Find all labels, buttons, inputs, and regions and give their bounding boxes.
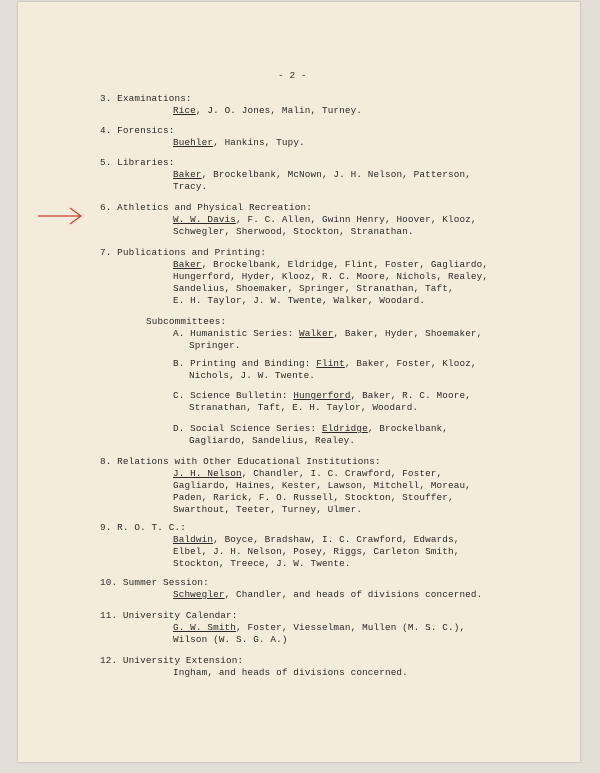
committee-chair: Buehler (173, 137, 214, 148)
committee-members: W. W. Davis, F. C. Allen, Gwinn Henry, Hoover, Klooz, Schwegler, Sherwood, Stockton, Stranathan. (173, 214, 477, 237)
committee-heading: 12. University Extension: (100, 655, 244, 666)
committee-item (100, 522, 570, 570)
committee-item (100, 456, 570, 516)
committee-members: Rice, J. O. Jones, Malin, Turney. (173, 105, 363, 116)
subcommittee-item: A. Humanistic Series: Walker, Baker, Hyder, Shoemaker, Springer. (173, 328, 483, 351)
committee-chair: Baker (173, 169, 202, 180)
committee-chair: Schwegler (173, 589, 225, 600)
committee-heading: 8. Relations with Other Educational Institutions: (100, 456, 381, 467)
committee-heading: 3. Examinations: (100, 93, 192, 104)
committee-members: Baker, Brockelbank, McNown, J. H. Nelson, Patterson, Tracy. (173, 169, 471, 192)
committee-chair: Rice (173, 105, 196, 116)
committee-heading: 9. R. O. T. C.: (100, 522, 186, 533)
committee-item (100, 655, 570, 679)
committee-heading: 6. Athletics and Physical Recreation: (100, 202, 312, 213)
committee-heading: 4. Forensics: (100, 125, 175, 136)
committee-members: Ingham, and heads of divisions concerned. (173, 667, 408, 678)
committee-members: Baker, Brockelbank, Eldridge, Flint, Foster, Gagliardo, Hungerford, Hyder, Klooz, R. C. Moore, Nichols, Realey, Sandelius, Shoemaker, Springer, Stranathan, Taft, E. H. Taylor, J. W. Twente, Walker, Woodard. (173, 259, 489, 306)
committee-item (100, 93, 570, 117)
committee-members: Schwegler, Chandler, and heads of divisions concerned. (173, 589, 483, 600)
committee-members: J. H. Nelson, Chandler, I. C. Crawford, Foster, Gagliardo, Haines, Kester, Lawson, Mitchell, Moreau, Paden, Rarick, F. O. Russell, Stockton, Stouffer, Swarthout, Teeter, Turney, Ulmer. (173, 468, 471, 515)
committee-members: Buehler, Hankins, Tupy. (173, 137, 305, 148)
committee-item (100, 202, 570, 238)
committee-heading: 7. Publications and Printing: (100, 247, 267, 258)
committee-item (100, 247, 570, 307)
committee-item (100, 125, 570, 149)
subcommittee-item: C. Science Bulletin: Hungerford, Baker, R. C. Moore, Stranathan, Taft, E. H. Taylor, Woodard. (173, 390, 471, 413)
committee-heading: 10. Summer Session: (100, 577, 209, 588)
red-arrow-icon (36, 205, 86, 227)
subcommittee-chair: Hungerford (293, 390, 351, 401)
page-number: - 2 - (278, 70, 307, 81)
committee-chair: Baker (173, 259, 202, 270)
committee-chair: Baldwin (173, 534, 214, 545)
committee-item (100, 610, 570, 646)
committee-heading: 11. University Calendar: (100, 610, 238, 621)
subcommittees-label: Subcommittees: (146, 316, 227, 327)
subcommittee-chair: Walker (299, 328, 334, 339)
committee-members: Baldwin, Boyce, Bradshaw, I. C. Crawford, Edwards, Elbel, J. H. Nelson, Posey, Riggs, Carleton Smith, Stockton, Treece, J. W. Twente. (173, 534, 460, 569)
committee-members: G. W. Smith, Foster, Viesselman, Mullen (M. S. C.), Wilson (W. S. G. A.) (173, 622, 466, 645)
subcommittee-item: B. Printing and Binding: Flint, Baker, Foster, Klooz, Nichols, J. W. Twente. (173, 358, 477, 381)
committee-chair: G. W. Smith (173, 622, 237, 633)
committee-item (100, 157, 570, 193)
committee-item (100, 577, 570, 601)
subcommittee-item: D. Social Science Series: Eldridge, Brockelbank, Gagliardo, Sandelius, Realey. (173, 423, 449, 446)
subcommittee-chair: Flint (316, 358, 345, 369)
committee-heading: 5. Libraries: (100, 157, 175, 168)
committee-chair: J. H. Nelson (173, 468, 242, 479)
subcommittee-chair: Eldridge (321, 423, 368, 434)
committee-chair: W. W. Davis (173, 214, 237, 225)
